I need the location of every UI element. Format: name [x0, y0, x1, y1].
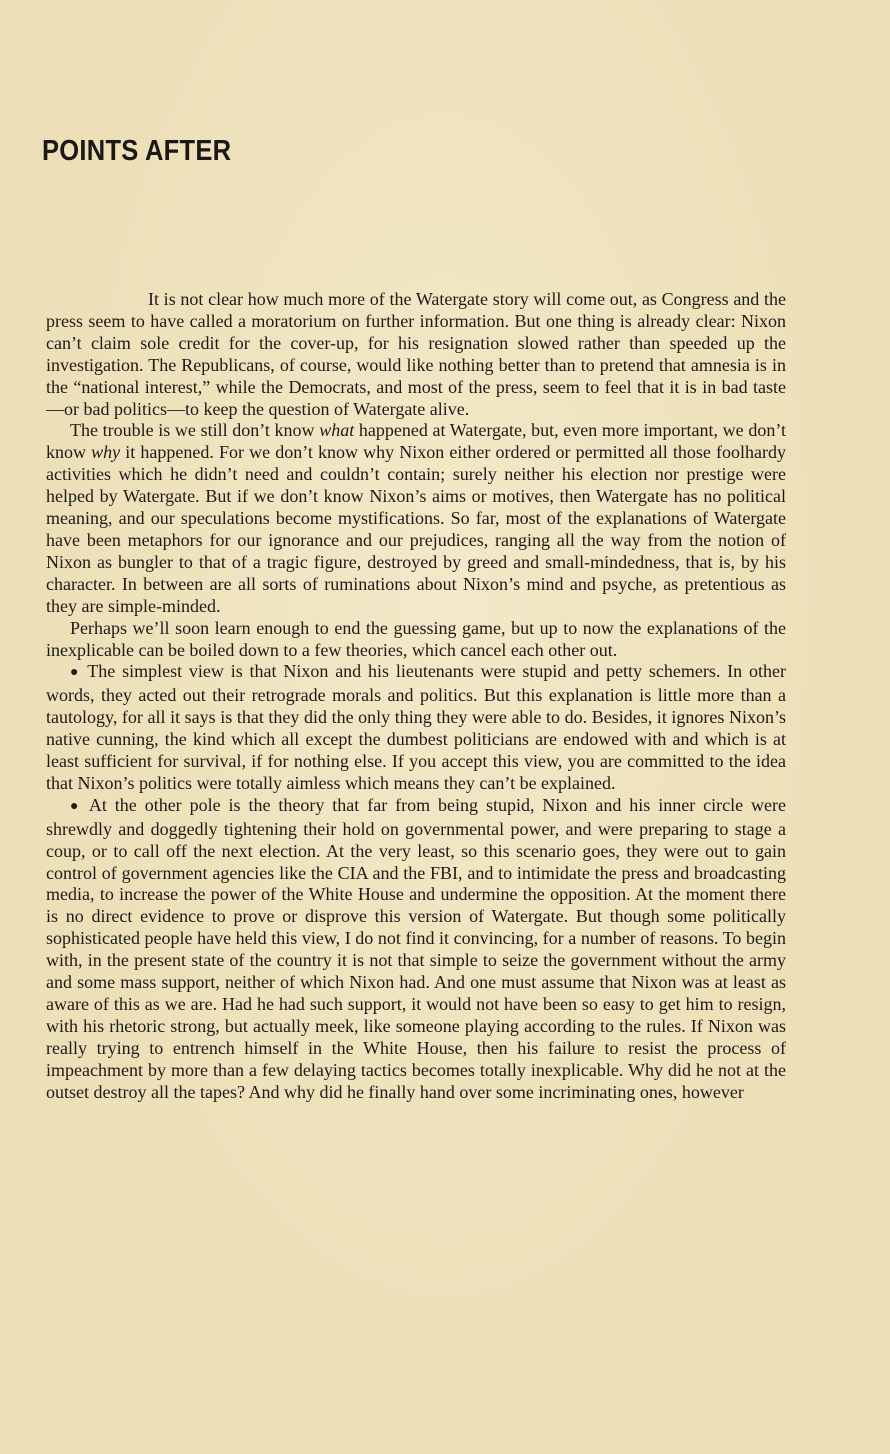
bullet-icon: ●: [70, 798, 82, 814]
emphasis-what: what: [319, 420, 355, 441]
paragraph-5: [46, 795, 786, 1104]
paragraph-2-text-c: it happened. For we don’t know why Nixon either ordered or permitted all those foolhardy activities which he didn’t need and couldn’t contain; surely neither his election nor prestige were helped by Watergate. But if we don’t know Nixon’s aims or motives, then Watergate has no political meaning, and our speculations become mystifications. So far, most of the explanations of Watergate have been metaphors for our ignorance and our prejudices, ranging all the way from the notion of Nixon as bungler to that of a tragic figure, destroyed by greed and small-mindedness, that is, by his character. In between are all sorts of ruminations about Nixon’s mind and psyche, as pretentious as they are simple-minded.: [46, 442, 786, 616]
emphasis-why: why: [91, 442, 121, 463]
bullet-icon: ●: [70, 665, 81, 681]
paragraph-4: [46, 661, 786, 794]
paragraph-3: Perhaps we’ll soon learn enough to end the guessing game, but up to now the explanations of the inexplicable can be boiled down to a few theories, which cancel each other out.: [46, 617, 786, 660]
paragraph-2-text-b: happened at Watergate, but, even more important, we don’t know: [46, 420, 786, 463]
paragraph-4-text: The simplest view is that Nixon and his lieutenants were stupid and petty schemers. In other words, they acted out their retrograde morals and politics. But this explanation is little more than a tautology, for all it says is that they did the only thing they were able to do. Besides, it ignores Nixon’s native cunning, the kind which all except the dumbest politicians are endowed with and which is at least sufficient for survival, if for nothing else. If you accept this view, you are committed to the idea that Nixon’s politics were totally aimless which means they can’t be explained.: [46, 661, 786, 793]
section-heading: POINTS AFTER: [42, 135, 232, 167]
paragraph-2-text-a: The trouble is we still don’t know: [70, 420, 320, 441]
paragraph-5-text: At the other pole is the theory that far from being stupid, Nixon and his inner circle were shrewdly and doggedly tightening their hold on governmental power, and were preparing to stage a coup, or to call off the next election. At the very least, so this scenario goes, they were out to gain control of government agencies like the CIA and the FBI, and to intimidate the press and broadcasting media, to increase the power of the White House and undermine the opposition. At the moment there is no direct evidence to prove or disprove this version of Watergate. But though some politically sophisticated people have held this view, I do not find it convincing, for a number of reasons. To begin with, in the present state of the country it is not that simple to seize the government without the army and some mass support, neither of which Nixon had. And one must assume that Nixon was at least as aware of this as we are. Had he had such support, it would not have been so easy to get him to resign, with his rhetoric strong, but actually meek, like someone playing according to the rules. If Nixon was really trying to entrench himself in the White House, then his failure to resist the process of impeachment by more than a few delaying tactics becomes totally inexplicable. Why did he not at the outset destroy all the tapes? And why did he finally hand over some incriminating ones, however: [46, 794, 786, 1102]
body-text: [46, 289, 786, 1104]
paragraph-2: [46, 420, 786, 617]
paragraph-1: It is not clear how much more of the Watergate story will come out, as Congress and the press seem to have called a moratorium on further information. But one thing is already clear: Nixon can’t claim sole credit for the cover-up, for his resignation slowed rather than speeded up the investigation. The Republicans, of course, would like nothing better than to pretend that amnesia is in the “national interest,” while the Democrats, and most of the press, seem to feel that it is in bad taste—or bad politics—to keep the question of Watergate alive.: [46, 289, 786, 419]
